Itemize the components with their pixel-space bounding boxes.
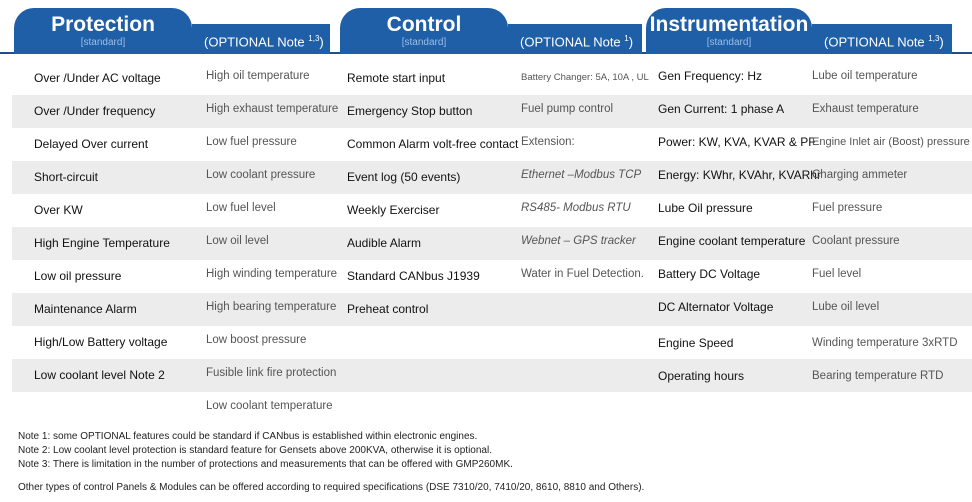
protection-item: Delayed Over current [34, 137, 149, 151]
protection-optional-header: (OPTIONAL Note $^{1,3}$) [192, 24, 330, 54]
instrumentation-optional-item: Charging ammeter [812, 169, 908, 181]
protection-item: Over /Under AC voltage [34, 71, 161, 85]
instrumentation-optional-item: Fuel level [812, 268, 862, 280]
protection-optional-item: Low coolant temperature [206, 400, 333, 412]
protection-subtitle: [standard] [80, 37, 126, 48]
protection-item: High/Low Battery voltage [34, 335, 168, 349]
protection-item: Over /Under frequency [34, 104, 156, 118]
protection-optional-item: Low fuel pressure [206, 136, 297, 148]
instrumentation-item: Power: KW, KVA, KVAR & PF [658, 135, 816, 149]
control-item: Emergency Stop button [347, 104, 473, 118]
protection-title: Protection [51, 13, 155, 36]
instrumentation-optional-item: Lube oil temperature [812, 70, 918, 82]
control-item: Remote start input [347, 71, 446, 85]
instrumentation-item: Lube Oil pressure [658, 201, 753, 215]
protection-optional-item: Low coolant pressure [206, 169, 316, 181]
instrumentation-optional-item: Winding temperature 3xRTD [812, 337, 958, 349]
instrumentation-optional-item: Exhaust temperature [812, 103, 919, 115]
control-tab [340, 8, 508, 54]
control-optional-item: Ethernet –Modbus TCP [521, 169, 642, 181]
instrumentation-subtitle: [standard] [706, 37, 752, 48]
control-subtitle: [standard] [401, 37, 447, 48]
instrumentation-optional-item: Engine Inlet air (Boost) pressure [812, 136, 970, 148]
instrumentation-optional-item: Fuel pressure [812, 202, 883, 214]
instrumentation-item: Operating hours [658, 369, 745, 383]
control-title: Control [386, 13, 462, 36]
instrumentation-optional-header: (OPTIONAL Note $^{1,3}$) [812, 24, 952, 54]
instrumentation-item: Engine Speed [658, 336, 734, 350]
note-1: Note 1: some OPTIONAL features could be standard if CANbus is established within electronic engines. [18, 431, 478, 442]
note-2: Note 2: Low coolant level protection is standard feature for Gensets above 200KVA, otherwise it is optional. [18, 445, 492, 456]
instrumentation-item: Gen Current: 1 phase A [658, 102, 785, 116]
instrumentation-item: Gen Frequency: Hz [658, 69, 763, 83]
protection-item: High Engine Temperature [34, 236, 170, 250]
footer-note: Other types of control Panels & Modules can be offered according to required specifications (DSE 7310/20, 7410/20, 8610, 8810 and Others). [18, 482, 645, 493]
control-optional-item: Battery Changer: 5A, 10A , UL [521, 72, 649, 83]
protection-item: Maintenance Alarm [34, 302, 137, 316]
protection-optional-item: Low boost pressure [206, 334, 307, 346]
control-optional-item: Extension: [521, 136, 575, 148]
protection-item: Low oil pressure [34, 269, 122, 283]
instrumentation-item: Engine coolant temperature [658, 234, 806, 248]
protection-optional-item: High exhaust temperature [206, 103, 339, 115]
protection-item: Low coolant level Note 2 [34, 368, 165, 382]
control-optional-item: RS485- Modbus RTU [521, 202, 631, 214]
instrumentation-title: Instrumentation [649, 13, 809, 36]
protection-item: Short-circuit [34, 170, 99, 184]
instrumentation-optional-item: Bearing temperature RTD [812, 370, 944, 382]
control-item: Audible Alarm [347, 236, 422, 250]
protection-optional-item: Fusible link fire protection [206, 367, 337, 379]
control-optional-item: Fuel pump control [521, 103, 614, 115]
protection-optional-item: High bearing temperature [206, 301, 337, 313]
control-item: Preheat control [347, 302, 429, 316]
control-item: Weekly Exerciser [347, 203, 440, 217]
control-optional-header: (OPTIONAL Note $^1$) [508, 24, 642, 54]
note-3: Note 3: There is limitation in the number of protections and measurements that can be offered with GMP260MK. [18, 459, 513, 470]
instrumentation-tab [646, 8, 812, 54]
instrumentation-item: Energy: KWhr, KVAhr, KVARhr [658, 168, 821, 182]
instrumentation-item: DC Alternator Voltage [658, 300, 774, 314]
control-optional-item: Water in Fuel Detection. [521, 268, 644, 280]
control-item: Standard CANbus J1939 [347, 269, 480, 283]
instrumentation-optional-item: Coolant pressure [812, 235, 900, 247]
instrumentation-optional-item: Lube oil level [812, 301, 880, 313]
control-item: Event log (50 events) [347, 170, 461, 184]
instrumentation-item: Battery DC Voltage [658, 267, 761, 281]
control-item: Common Alarm volt-free contact [347, 137, 519, 151]
protection-optional-item: High winding temperature [206, 268, 338, 280]
protection-tab [14, 8, 192, 54]
protection-optional-item: High oil temperature [206, 70, 310, 82]
protection-item: Over KW [34, 203, 83, 217]
control-optional-item: Webnet – GPS tracker [521, 235, 636, 247]
protection-optional-item: Low oil level [206, 235, 269, 247]
protection-optional-item: Low fuel level [206, 202, 276, 214]
